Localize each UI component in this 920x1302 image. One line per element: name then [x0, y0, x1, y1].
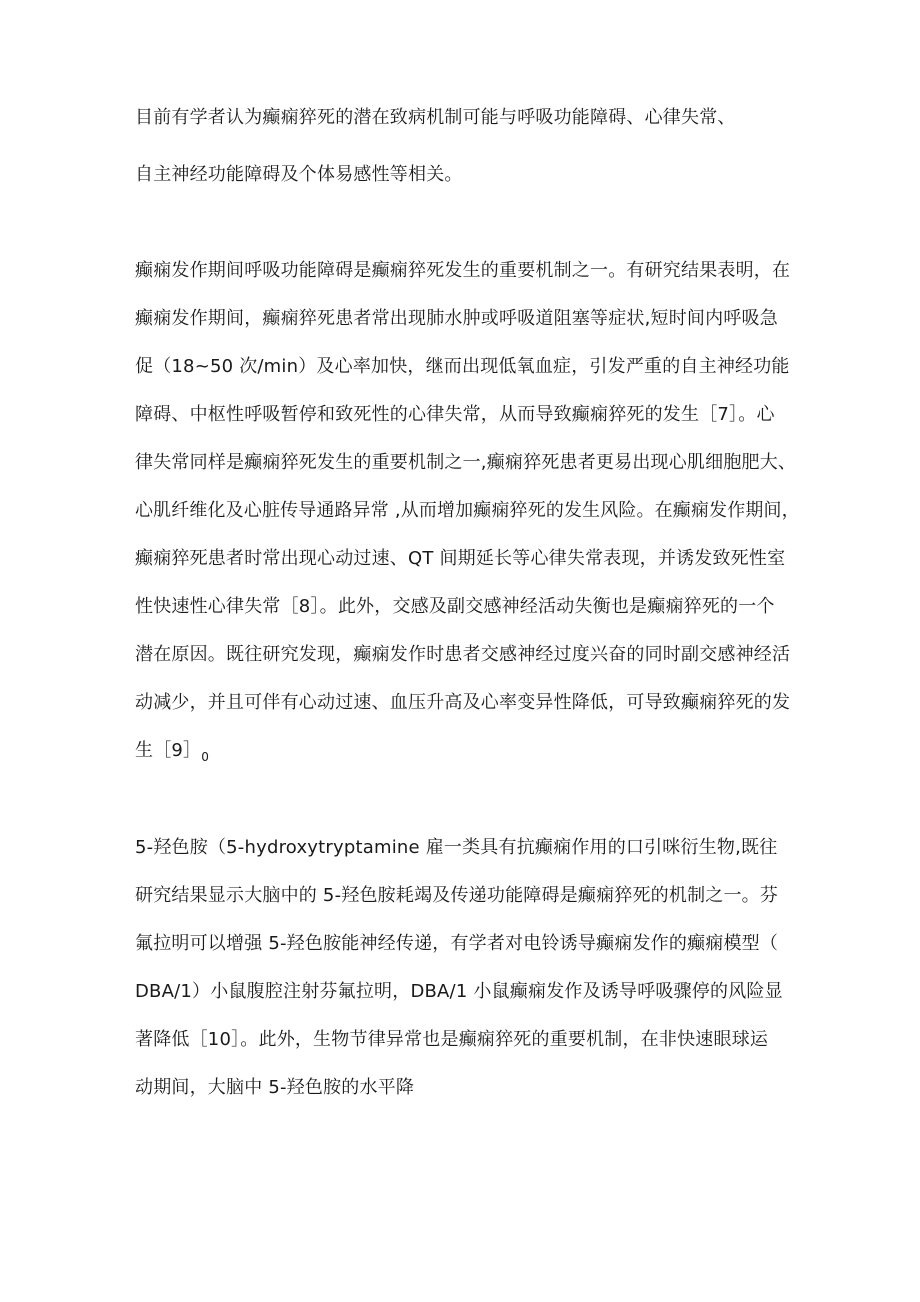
paragraph-2-line-10: 动减少，并且可伴有心动过速、血压升高及心率变异性降低，可导致癫痫猝死的发 — [135, 692, 791, 713]
paragraph-1-line-2: 自主神经功能障碍及个体易感性等相关。 — [135, 164, 463, 185]
paragraph-3-line-1: 5-羟色胺（5-hydroxytryptamine 雇一类具有抗癫痫作用的口引咪衍生物,既往 — [135, 837, 778, 858]
paragraph-2-line-5: 律失常同样是癫痫猝死发生的重要机制之一,癫痫猝死患者更易出现心肌细胞肥大、 — [135, 452, 797, 473]
paragraph-2-line-7: 癫痫猝死患者时常出现心动过速、QT 间期延长等心律失常表现，并诱发致死性室 — [135, 548, 786, 569]
paragraph-2-line-9: 潜在原因。既往研究发现，癫痫发作时患者交感神经过度兴奋的同时副交感神经活 — [135, 644, 791, 665]
paragraph-2-line-2: 癫痫发作期间，癫痫猝死患者常出现肺水肿或呼吸道阻塞等症状,短时间内呼吸急 — [135, 308, 778, 329]
paragraph-3-line-4: DBA/1）小鼠腹腔注射芬氟拉明，DBA/1 小鼠癫痫发作及诱导呼吸骤停的风险显 — [135, 981, 783, 1002]
paragraph-2-line-3: 促（18~50 次/min）及心率加快，继而出现低氧血症，引发严重的自主神经功能 — [135, 356, 790, 377]
paragraph-2-line-8: 性快速性心律失常［8］。此外，交感及副交感神经活动失衡也是癫痫猝死的一个 — [135, 596, 775, 617]
paragraph-2-line-11 — [135, 739, 209, 769]
paragraph-3-line-2: 研究结果显示大脑中的 5-羟色胺耗竭及传递功能障碍是癫痫猝死的机制之一。芬 — [135, 885, 779, 906]
paragraph-3-line-5: 著降低［10］。此外，生物节律异常也是癫痫猝死的重要机制，在非快速眼球运 — [135, 1029, 769, 1050]
paragraph-2-line-4: 障碍、中枢性呼吸暂停和致死性的心律失常，从而导致癫痫猝死的发生［7］。心 — [135, 404, 775, 425]
paragraph-3-line-3: 氟拉明可以增强 5-羟色胺能神经传递，有学者对电铃诱导癫痫发作的癫痫模型（ — [135, 933, 779, 954]
paragraph-2-line-6: 心肌纤维化及心脏传导通路异常 ,从而增加癫痫猝死的发生风险。在癫痫发作期间， — [135, 500, 800, 521]
paragraph-2-line-1: 癫痫发作期间呼吸功能障碍是癫痫猝死发生的重要机制之一。有研究结果表明，在 — [135, 260, 791, 281]
paragraph-2-line-11-suffix: 0 — [201, 750, 210, 764]
paragraph-3-line-6: 动期间，大脑中 5-羟色胺的水平降 — [135, 1077, 415, 1098]
paragraph-1-line-1: 目前有学者认为癫痫猝死的潜在致病机制可能与呼吸功能障碍、心律失常、 — [135, 107, 736, 128]
paragraph-2-line-11-text: 生［9］ — [135, 740, 202, 761]
